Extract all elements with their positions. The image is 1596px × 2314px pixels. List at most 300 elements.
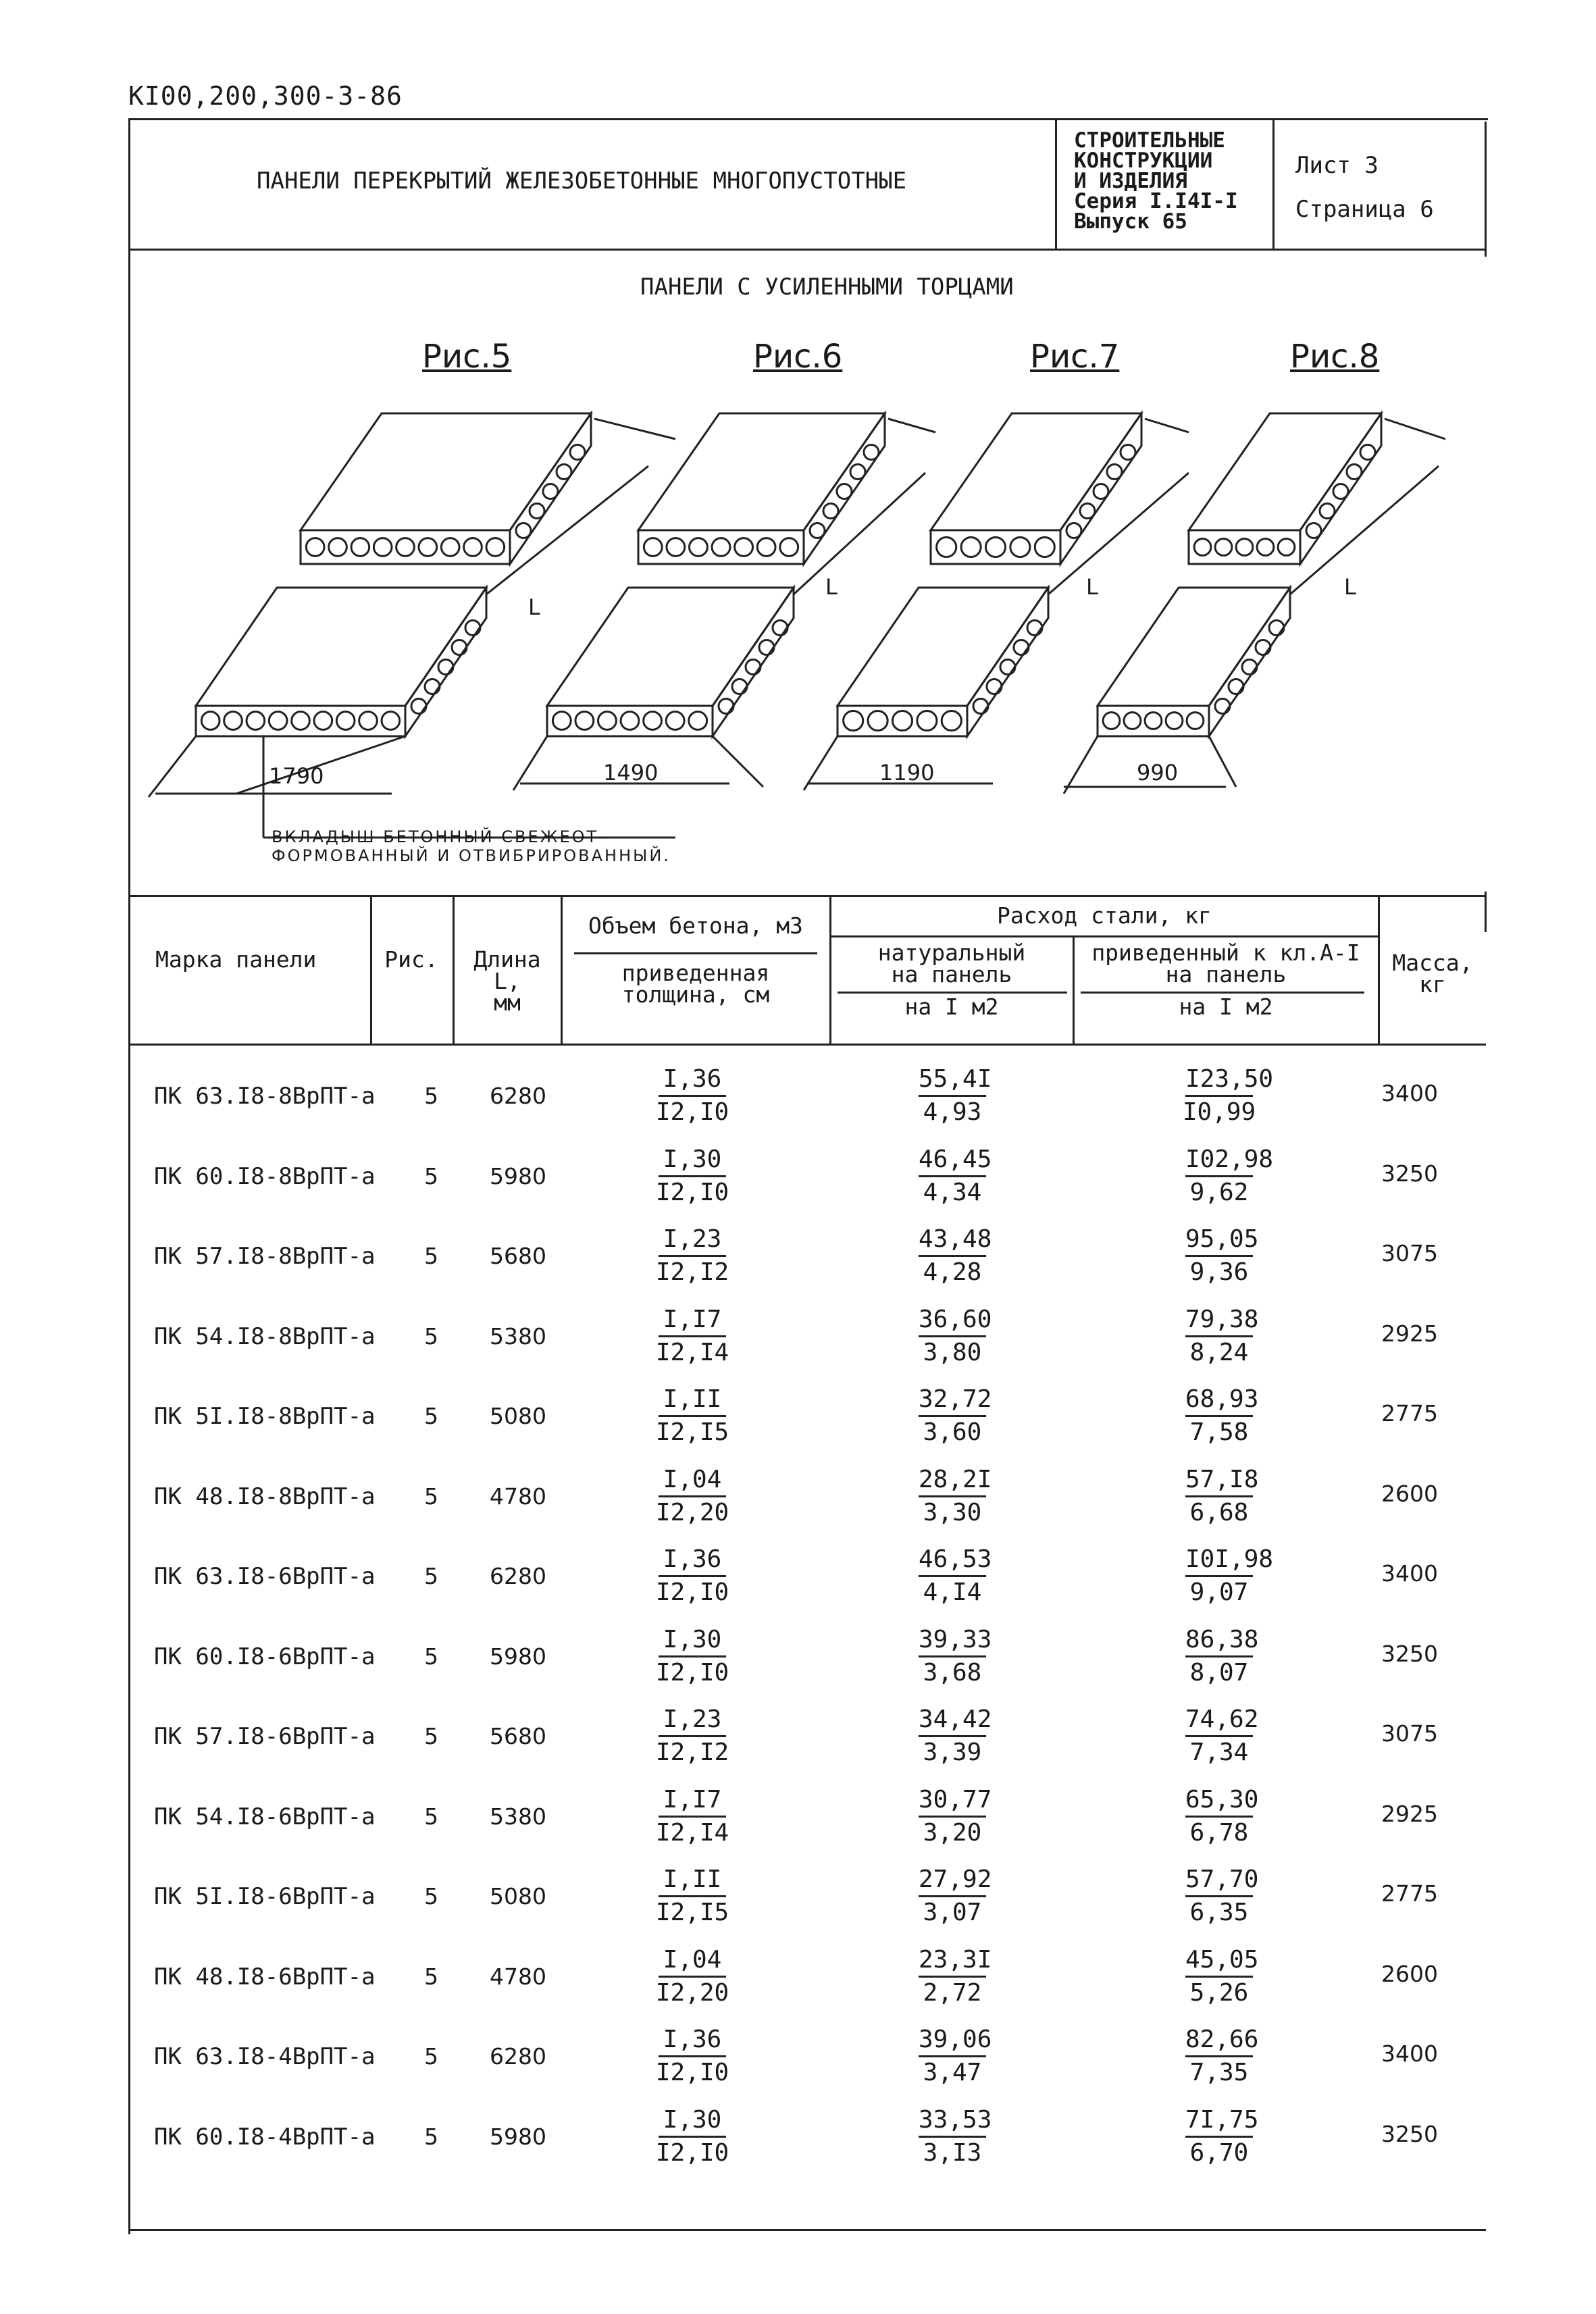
cell-natural	[892, 1304, 1013, 1368]
insert-note-line-1: ВКЛАДЫШ БЕТОННЫЙ СВЕЖЕОТ-	[272, 827, 607, 846]
cell-volume	[632, 1304, 753, 1368]
table-header-bottom-line	[128, 1044, 1486, 1046]
void-circle	[419, 538, 437, 557]
insert-note-line-2: ФОРМОВАННЫЙ И ОТВИБРИРОВАННЫЙ.	[272, 846, 671, 865]
cell-mass: 2925	[1381, 1800, 1438, 1827]
void-circle	[868, 711, 887, 730]
cell-reduced	[1158, 1784, 1280, 1849]
cell-reduced-value: I02,98	[1185, 1144, 1253, 1177]
header-thickness	[562, 962, 829, 1006]
top-panel-front	[931, 530, 1060, 564]
void-circle	[1103, 713, 1120, 729]
void-circle	[374, 538, 392, 557]
cell-volume-value: I,04	[659, 1464, 726, 1497]
cell-volume-value: I,II	[659, 1384, 726, 1417]
cell-thickness-value: I2,I4	[655, 1338, 729, 1366]
table-right-border	[1485, 892, 1487, 932]
cell-reduced-value: 45,05	[1185, 1945, 1253, 1978]
width-dim-fig6: 1490	[603, 760, 659, 786]
cell-natural-value: 28,2I	[919, 1464, 986, 1497]
cell-reduced	[1158, 1384, 1280, 1448]
void-circle	[757, 538, 775, 557]
cell-length: 6280	[490, 1083, 546, 1109]
cell-reduced-m2-value: 7,58	[1189, 1418, 1249, 1446]
cell-mass: 3250	[1381, 1640, 1438, 1667]
cell-volume-value: I,30	[659, 1624, 726, 1657]
void-circle	[382, 712, 400, 730]
void-circle	[516, 523, 531, 538]
void-circle	[530, 504, 544, 519]
cell-length: 4780	[490, 1963, 546, 1990]
cell-volume	[632, 1704, 753, 1768]
void-circle	[1257, 539, 1274, 556]
cell-fig: 5	[424, 1803, 438, 1830]
length-dim-fig8: L	[1344, 574, 1356, 600]
cell-mark: ПК 57.I8-8ВрПТ-а	[154, 1243, 376, 1270]
void-circle	[1229, 679, 1243, 694]
void-circle	[306, 538, 324, 557]
cell-thickness-value: I2,I0	[655, 1098, 729, 1126]
void-circle	[942, 711, 961, 730]
void-circle	[552, 712, 571, 730]
cell-volume-value: I,36	[659, 2024, 726, 2057]
cell-reduced	[1158, 1544, 1280, 1608]
header-natural-line-2: на панель	[891, 961, 1012, 987]
void-circle	[543, 484, 558, 499]
cell-reduced-m2-value: 6,35	[1189, 1899, 1249, 1926]
cell-mark: ПК 63.I8-4ВрПТ-а	[154, 2043, 376, 2070]
cell-volume-value: I,04	[659, 1945, 726, 1978]
cell-mark: ПК 60.I8-4ВрПТ-а	[154, 2123, 376, 2151]
void-circle	[823, 504, 838, 519]
void-circle	[1194, 539, 1211, 556]
cell-reduced	[1158, 1704, 1280, 1768]
cell-fig: 5	[424, 1083, 438, 1109]
panel-drawings	[0, 0, 1596, 898]
panel-drawing-fig7	[804, 413, 1189, 790]
cell-natural-value: 30,77	[919, 1784, 986, 1818]
void-circle	[719, 699, 733, 714]
cell-reduced-value: I0I,98	[1185, 1544, 1253, 1577]
cell-reduced-m2-value: 9,62	[1189, 1178, 1249, 1206]
bottom-panel-upper-face	[838, 588, 1048, 706]
void-circle	[1236, 539, 1253, 556]
cell-reduced	[1158, 1224, 1280, 1288]
header-natural-line-1: натуральный	[877, 940, 1026, 966]
header-fig: Рис.	[384, 946, 438, 973]
void-circle	[1010, 537, 1030, 557]
cell-mark: ПК 60.I8-6ВрПТ-а	[154, 1643, 376, 1670]
void-circle	[486, 538, 505, 557]
cell-reduced-value: 7I,75	[1185, 2105, 1253, 2138]
cell-reduced-value: I23,50	[1185, 1064, 1253, 1097]
cell-length: 5980	[490, 2123, 546, 2150]
cell-length: 5380	[490, 1322, 546, 1349]
cell-volume	[632, 1945, 753, 2009]
header-length-line-2: мм	[494, 989, 521, 1016]
void-circle	[1187, 713, 1204, 729]
void-circle	[850, 465, 865, 480]
cell-reduced-value: 86,38	[1185, 1624, 1253, 1657]
cell-reduced	[1158, 1064, 1280, 1128]
cell-natural-m2-value: 4,I4	[923, 1578, 982, 1606]
width-dim-fig8: 990	[1137, 760, 1179, 786]
cell-length: 5380	[490, 1803, 546, 1830]
void-circle	[201, 712, 220, 730]
cell-reduced-value: 74,62	[1185, 1704, 1253, 1737]
cell-volume-value: I,23	[659, 1224, 726, 1257]
cell-fig: 5	[424, 1243, 438, 1269]
void-circle	[666, 712, 684, 730]
top-panel-side	[1060, 413, 1141, 564]
void-circle	[690, 538, 708, 557]
stamp-line: КОНСТРУКЦИИ	[1074, 149, 1213, 173]
void-circle	[973, 699, 988, 714]
cell-natural-m2-value: 3,68	[923, 1658, 982, 1687]
header-natural	[831, 942, 1073, 1018]
cell-natural	[892, 1144, 1013, 1208]
cell-reduced	[1158, 1624, 1280, 1689]
cell-thickness-value: I2,20	[655, 1498, 729, 1526]
cell-fig: 5	[424, 1563, 438, 1589]
top-panel-side	[1300, 413, 1381, 564]
cell-natural-m2-value: 3,30	[923, 1498, 982, 1526]
cell-volume-value: I,36	[659, 1544, 726, 1577]
stamp-line: Выпуск 65	[1074, 209, 1187, 234]
void-circle	[1360, 445, 1375, 460]
cell-thickness-value: I2,I0	[655, 1578, 729, 1606]
cell-fig: 5	[424, 1162, 438, 1189]
cell-volume	[632, 1064, 753, 1128]
top-panel-upper-face	[931, 413, 1141, 530]
bottom-panel-front	[1098, 706, 1209, 736]
cell-natural	[892, 1784, 1013, 1849]
cell-volume	[632, 1864, 753, 1928]
cell-natural-value: 43,48	[919, 1224, 986, 1257]
void-circle	[1035, 537, 1054, 557]
void-circle	[1306, 523, 1321, 538]
document-title: ПАНЕЛИ ПЕРЕКРЫТИЙ ЖЕЛЕЗОБЕТОННЫЕ МНОГОПУСТОТНЫЕ	[257, 168, 907, 195]
void-circle	[759, 640, 774, 655]
cell-mass: 2775	[1381, 1400, 1438, 1426]
width-dim-fig5: 1790	[269, 763, 324, 789]
header-mass-line-1: Масса,	[1392, 950, 1473, 976]
top-panel-side	[804, 413, 885, 564]
cell-volume	[632, 1224, 753, 1288]
void-circle	[987, 679, 1002, 694]
figures-heading: ПАНЕЛИ С УСИЛЕННЫМИ ТОРЦАМИ	[640, 274, 1014, 301]
void-circle	[1066, 523, 1081, 538]
cell-fig: 5	[424, 1643, 438, 1670]
void-circle	[1124, 713, 1141, 729]
cell-mass: 3400	[1381, 1560, 1438, 1587]
header-mass	[1379, 952, 1486, 996]
cell-mark: ПК 63.I8-6ВрПТ-а	[154, 1563, 376, 1590]
void-circle	[1215, 539, 1232, 556]
table-bottom-line	[128, 2229, 1486, 2231]
stamp-line: И ИЗДЕЛИЯ	[1074, 169, 1187, 193]
header-mass-line-2: кг	[1419, 971, 1446, 998]
void-circle	[732, 679, 747, 694]
top-panel-upper-face	[638, 413, 885, 530]
void-circle	[351, 538, 369, 557]
void-circle	[1333, 484, 1348, 499]
void-circle	[644, 712, 662, 730]
cell-thickness-value: I2,I5	[655, 1899, 729, 1926]
cell-natural	[892, 1945, 1013, 2009]
void-circle	[961, 537, 981, 557]
cell-natural-value: 39,33	[919, 1624, 986, 1657]
header-mark: Марка панели	[155, 946, 317, 973]
cell-natural	[892, 1704, 1013, 1768]
sheet-number: Лист 3	[1295, 152, 1379, 179]
void-circle	[712, 538, 730, 557]
void-circle	[224, 712, 242, 730]
top-panel-front	[1189, 530, 1300, 564]
cell-volume	[632, 1144, 753, 1208]
cell-volume-value: I,II	[659, 1864, 726, 1897]
void-circle	[1107, 465, 1122, 480]
cell-natural-m2-value: 4,34	[923, 1178, 982, 1206]
cell-volume-value: I,I7	[659, 1304, 726, 1337]
void-circle	[247, 712, 265, 730]
void-circle	[1166, 713, 1183, 729]
cell-natural	[892, 1544, 1013, 1608]
void-circle	[844, 711, 863, 730]
figure-label-7: Рис.7	[1030, 338, 1120, 376]
void-circle	[644, 538, 662, 557]
cell-natural-value: 46,45	[919, 1144, 986, 1177]
cell-reduced-value: 82,66	[1185, 2024, 1253, 2057]
cell-fig: 5	[424, 1883, 438, 1909]
cell-mark: ПК 54.I8-8ВрПТ-а	[154, 1322, 376, 1350]
cell-thickness-value: I2,I0	[655, 1178, 729, 1206]
cell-fig: 5	[424, 2123, 438, 2150]
cell-fig: 5	[424, 1963, 438, 1990]
void-circle	[452, 640, 467, 655]
void-circle	[1145, 713, 1162, 729]
stamp-line: Серия I.I4I-I	[1074, 189, 1238, 213]
figure-label-5: Рис.5	[422, 338, 512, 376]
cell-reduced-value: 57,70	[1185, 1864, 1253, 1897]
void-circle	[746, 660, 761, 675]
cell-natural	[892, 1224, 1013, 1288]
void-circle	[1256, 640, 1270, 655]
cell-reduced-m2-value: I0,99	[1182, 1098, 1256, 1126]
cell-natural-m2-value: 3,39	[923, 1739, 982, 1766]
cell-reduced	[1158, 1945, 1280, 2009]
void-circle	[465, 621, 480, 636]
void-circle	[396, 538, 415, 557]
cell-volume	[632, 2105, 753, 2169]
cell-reduced-value: 57,I8	[1185, 1464, 1253, 1497]
cell-natural	[892, 1624, 1013, 1689]
cell-reduced-value: 79,38	[1185, 1304, 1253, 1337]
void-circle	[329, 538, 347, 557]
cell-mark: ПК 5I.I8-8ВрПТ-а	[154, 1403, 376, 1430]
header-natural-line-3: на I м2	[904, 994, 999, 1020]
cell-reduced	[1158, 1304, 1280, 1368]
cell-mass: 2925	[1381, 1320, 1438, 1347]
void-circle	[689, 712, 707, 730]
figure-label-8: Рис.8	[1290, 338, 1380, 376]
void-circle	[1269, 621, 1284, 636]
cell-reduced-value: 68,93	[1185, 1384, 1253, 1417]
length-dim-fig5: L	[528, 594, 540, 620]
void-circle	[557, 465, 571, 480]
cell-length: 5680	[490, 1243, 546, 1269]
bottom-panel-front	[196, 706, 405, 736]
cell-mass: 2775	[1381, 1880, 1438, 1907]
header-length-line-1: Длина L,	[473, 946, 541, 994]
void-circle	[1278, 539, 1295, 556]
void-circle	[864, 445, 879, 460]
cell-mass: 3400	[1381, 1080, 1438, 1106]
cell-natural-m2-value: 3,07	[923, 1899, 982, 1926]
cell-thickness-value: I2,I5	[655, 1418, 729, 1446]
cell-volume	[632, 1384, 753, 1448]
cell-reduced	[1158, 1144, 1280, 1208]
cell-thickness-value: I2,I0	[655, 2138, 729, 2167]
cell-reduced-m2-value: 7,34	[1189, 1739, 1249, 1766]
cell-natural-m2-value: 4,93	[923, 1098, 982, 1126]
insert-note	[272, 827, 671, 865]
cell-natural	[892, 1864, 1013, 1928]
top-panel-side	[510, 413, 591, 564]
cell-length: 4780	[490, 1483, 546, 1510]
cell-reduced-value: 65,30	[1185, 1784, 1253, 1818]
bottom-panel-upper-face	[1098, 588, 1290, 706]
void-circle	[735, 538, 753, 557]
cell-volume-value: I,30	[659, 2105, 726, 2138]
bottom-panel-upper-face	[547, 588, 794, 706]
cell-thickness-value: I2,I2	[655, 1739, 729, 1766]
cell-thickness-value: I2,I2	[655, 1258, 729, 1286]
cell-thickness-value: I2,20	[655, 1978, 729, 2007]
cell-reduced-m2-value: 7,35	[1189, 2059, 1249, 2086]
cell-mark: ПК 48.I8-6ВрПТ-а	[154, 1963, 376, 1990]
void-circle	[1242, 660, 1257, 675]
stamp-line: СТРОИТЕЛЬНЫЕ	[1074, 128, 1225, 153]
void-circle	[1215, 699, 1230, 714]
cell-volume	[632, 1784, 753, 1849]
cell-fig: 5	[424, 1723, 438, 1749]
cell-reduced	[1158, 2024, 1280, 2088]
panel-drawing-fig5	[149, 413, 675, 838]
cell-natural-m2-value: 4,28	[923, 1258, 982, 1286]
cell-natural-value: 27,92	[919, 1864, 986, 1897]
cell-natural-m2-value: 2,72	[923, 1978, 982, 2007]
top-panel-upper-face	[1189, 413, 1381, 530]
cell-natural-m2-value: 3,80	[923, 1338, 982, 1366]
void-circle	[1014, 640, 1029, 655]
cell-natural-m2-value: 3,60	[923, 1418, 982, 1446]
cell-volume-value: I,30	[659, 1144, 726, 1177]
cell-length: 5080	[490, 1403, 546, 1429]
panel-drawing-fig6	[513, 413, 935, 790]
void-circle	[1080, 504, 1095, 519]
void-circle	[1093, 484, 1108, 499]
void-circle	[937, 537, 956, 557]
cell-mass: 3075	[1381, 1240, 1438, 1266]
cell-mass: 2600	[1381, 1480, 1438, 1507]
volume-fraction-line	[574, 952, 817, 954]
cell-mass: 3250	[1381, 2120, 1438, 2147]
void-circle	[269, 712, 287, 730]
void-circle	[1121, 445, 1135, 460]
header-thickness-line-1: приведенная	[621, 960, 770, 986]
cell-volume	[632, 1624, 753, 1689]
void-circle	[441, 538, 459, 557]
void-circle	[292, 712, 310, 730]
header-length	[454, 946, 561, 1016]
void-circle	[425, 679, 440, 694]
length-dim-fig6: L	[825, 574, 838, 600]
cell-volume-value: I,23	[659, 1704, 726, 1737]
void-circle	[1027, 621, 1042, 636]
void-circle	[598, 712, 617, 730]
cell-reduced-m2-value: 9,07	[1189, 1578, 1249, 1606]
cell-natural-m2-value: 3,47	[923, 2059, 982, 2086]
cell-natural-value: 23,3I	[919, 1945, 986, 1978]
header-steel: Расход стали, кг	[997, 902, 1212, 929]
figure-label-6: Рис.6	[753, 338, 843, 376]
cell-natural-value: 39,06	[919, 2024, 986, 2057]
table-top-line	[128, 895, 1486, 897]
void-circle	[314, 712, 332, 730]
cell-mark: ПК 57.I8-6ВрПТ-а	[154, 1723, 376, 1750]
header-reduced-line-1: приведенный к кл.А-I	[1091, 940, 1360, 966]
cell-natural	[892, 1064, 1013, 1128]
cell-length: 5980	[490, 1162, 546, 1189]
cell-volume	[632, 2024, 753, 2088]
void-circle	[575, 712, 594, 730]
void-circle	[570, 445, 585, 460]
void-circle	[1347, 465, 1362, 480]
cell-natural-value: 46,53	[919, 1544, 986, 1577]
cell-length: 6280	[490, 1563, 546, 1589]
void-circle	[667, 538, 685, 557]
cell-volume-value: I,I7	[659, 1784, 726, 1818]
void-circle	[1320, 504, 1335, 519]
cell-natural	[892, 1464, 1013, 1528]
void-circle	[438, 660, 453, 675]
cell-fig: 5	[424, 2043, 438, 2069]
top-panel-upper-face	[301, 413, 591, 530]
void-circle	[621, 712, 639, 730]
cell-natural-value: 34,42	[919, 1704, 986, 1737]
void-circle	[780, 538, 798, 557]
header-reduced	[1074, 942, 1378, 1018]
cell-length: 5980	[490, 1643, 546, 1670]
void-circle	[810, 523, 825, 538]
cell-reduced-value: 95,05	[1185, 1224, 1253, 1257]
cell-reduced-m2-value: 9,36	[1189, 1258, 1249, 1286]
top-panel-front	[301, 530, 510, 564]
void-circle	[336, 712, 355, 730]
header-reduced-line-3: на I м2	[1179, 994, 1273, 1020]
void-circle	[917, 711, 937, 730]
header-volume: Объем бетона, м3	[588, 912, 803, 939]
void-circle	[985, 537, 1005, 557]
cell-fig: 5	[424, 1483, 438, 1510]
cell-natural	[892, 2024, 1013, 2088]
cell-thickness-value: I2,I0	[655, 1658, 729, 1687]
cell-mass: 3400	[1381, 2040, 1438, 2067]
page-number: Страница 6	[1295, 196, 1434, 223]
cell-reduced-m2-value: 6,68	[1189, 1498, 1249, 1526]
cell-natural-value: 32,72	[919, 1384, 986, 1417]
